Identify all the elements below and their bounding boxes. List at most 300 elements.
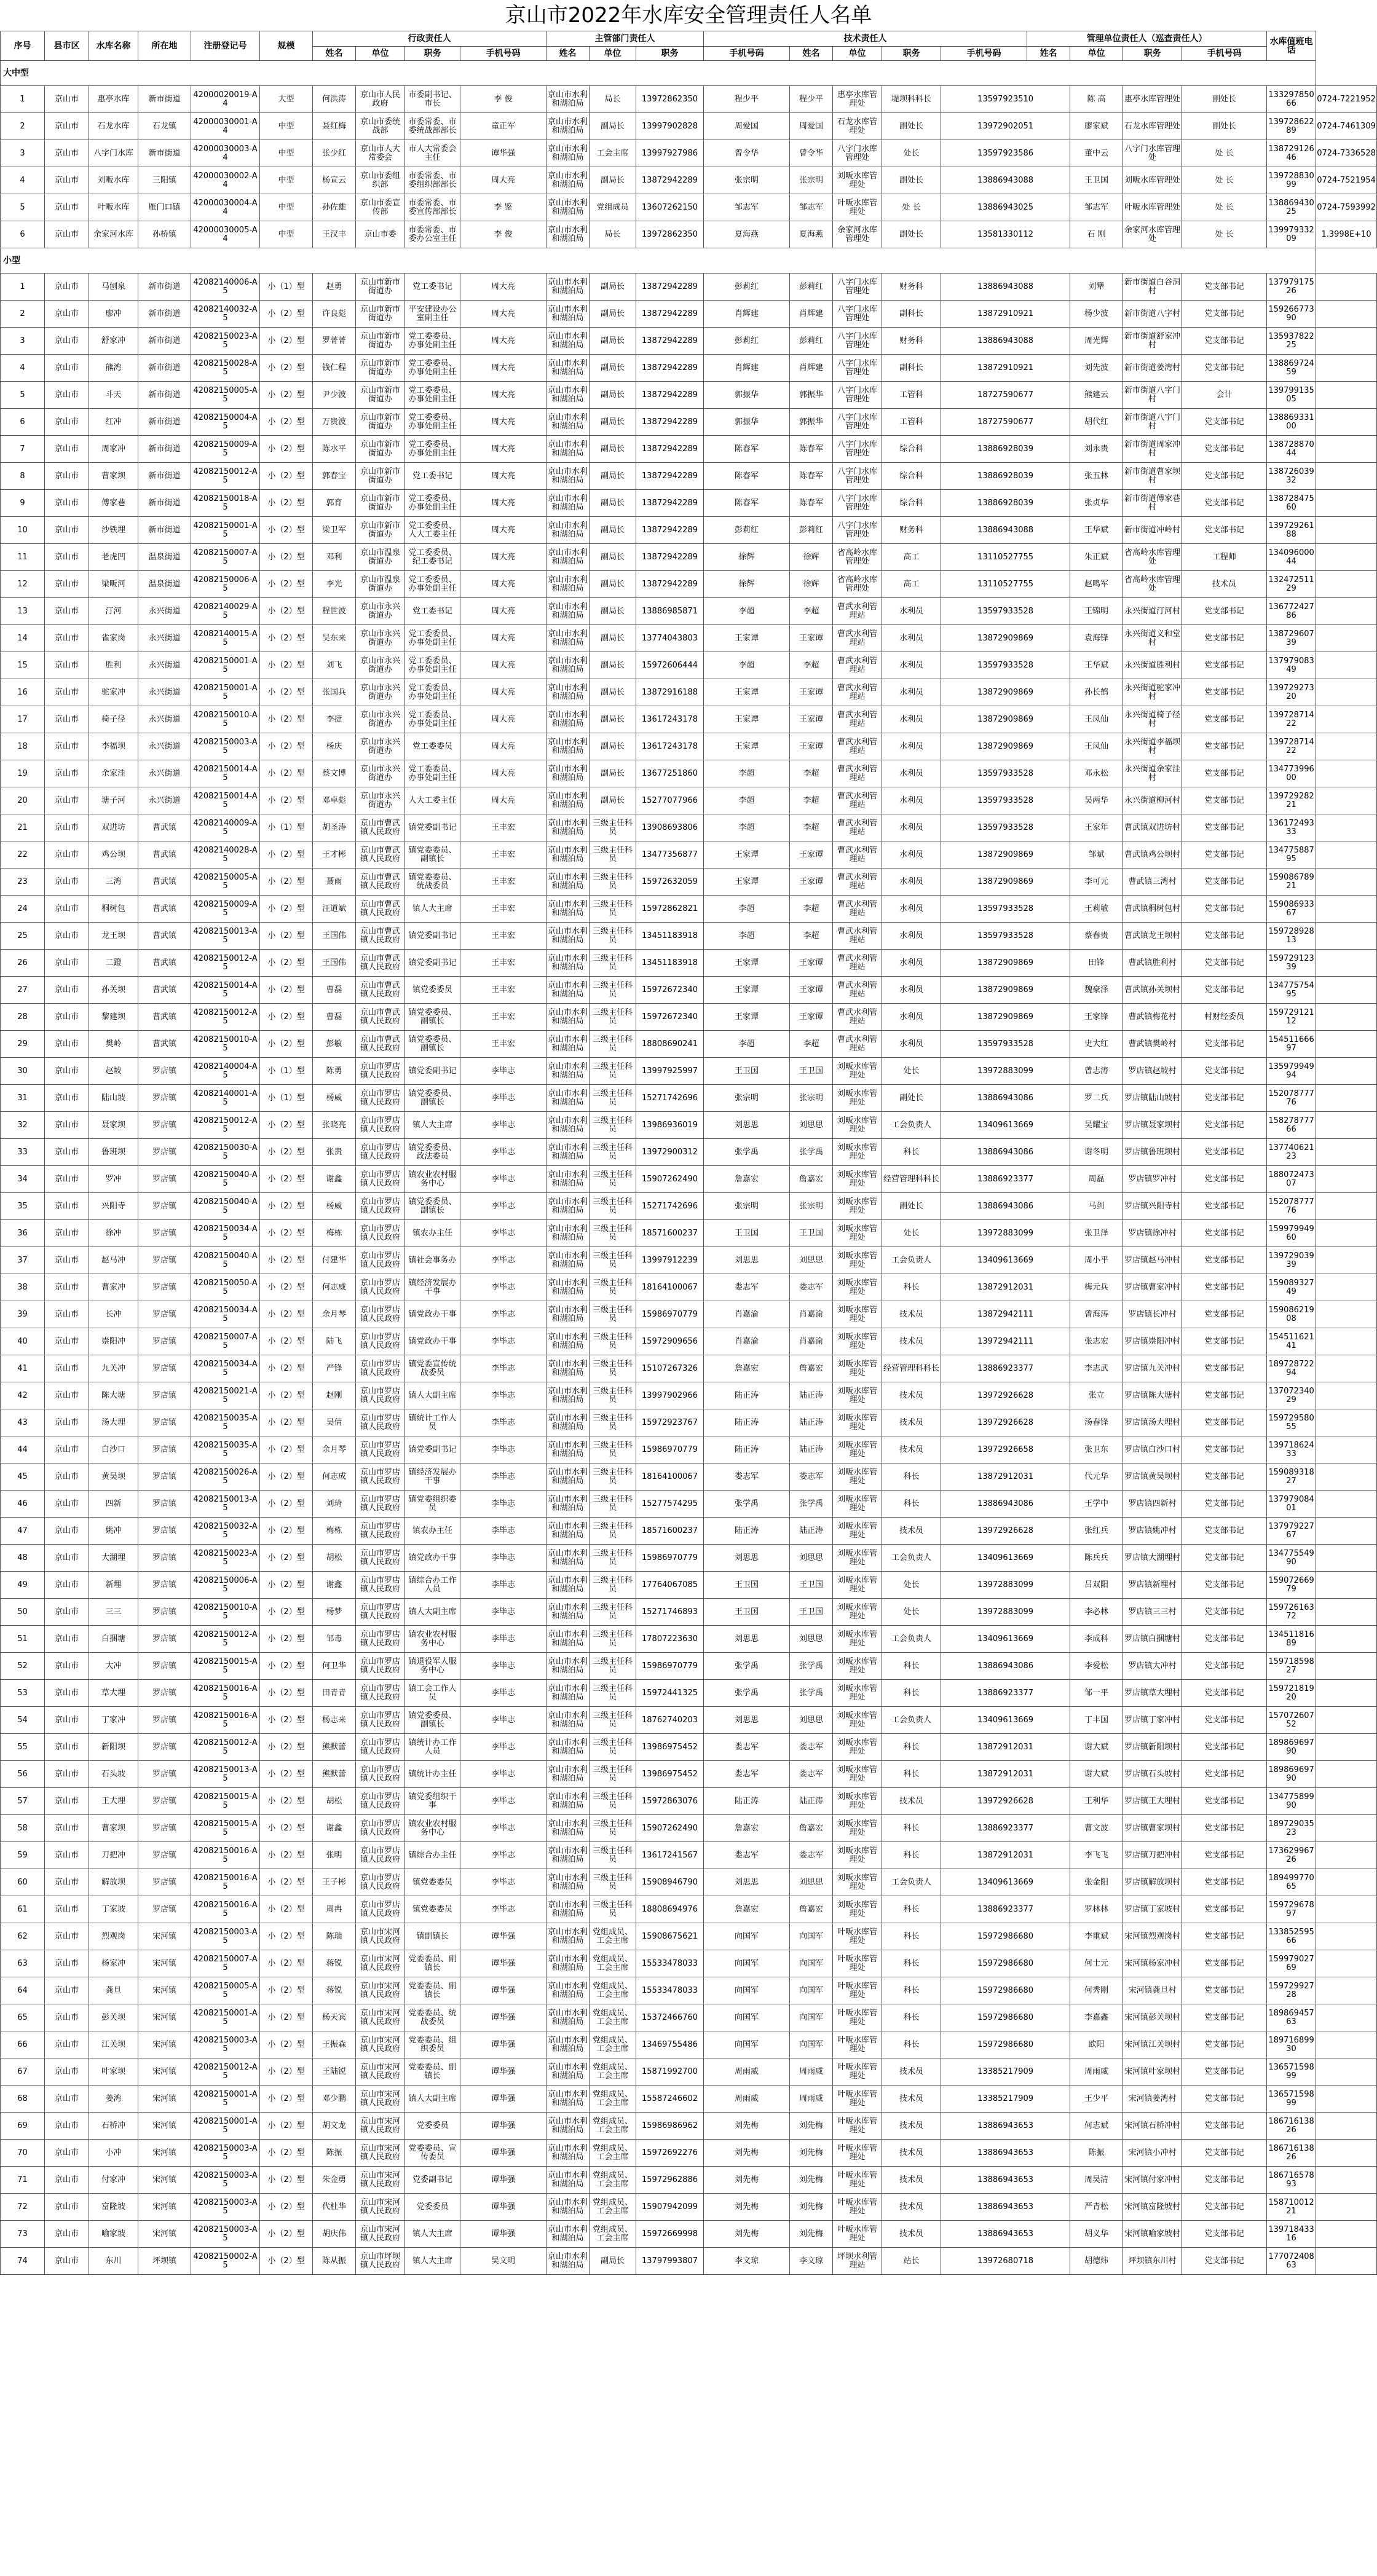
- table-row: [1, 923, 1377, 950]
- cell-tech-unit: 叶畈水库管理处: [833, 2194, 882, 2221]
- cell-tech-unit: 叶畈水库管理处: [833, 1950, 882, 1977]
- cell-tech-unit: 刘畈水库管理处: [833, 1112, 882, 1139]
- cell-admin-name: 代杜华: [313, 2194, 356, 2221]
- cell-dept-unit: 党组成员、工会主席: [590, 1950, 636, 1977]
- cell-admin-unit: 京山市罗店镇人民政府: [356, 1112, 405, 1139]
- cell-tech-name: 刘思思: [790, 1112, 833, 1139]
- cell-duty-phone: [1316, 1166, 1377, 1193]
- cell-location: 宋河镇: [138, 2058, 191, 2086]
- cell-dept-name: 京山市水利和湖泊局: [546, 869, 590, 896]
- cell-mgmt-name: 王华斌: [1070, 652, 1123, 679]
- cell-tech-unit: 刘畈水库管理处: [833, 1896, 882, 1923]
- cell-duty-phone: [1316, 1085, 1377, 1112]
- cell-tech-title: 副科长: [882, 355, 941, 382]
- cell-duty-phone: [1316, 923, 1377, 950]
- cell-county: 京山市: [45, 140, 89, 167]
- cell-county: 京山市: [45, 2194, 89, 2221]
- cell-admin-title: 党工委委员、办事处副主任: [405, 760, 460, 787]
- cell-location: 永兴街道: [138, 760, 191, 787]
- cell-duty-phone: [1316, 1382, 1377, 1409]
- cell-scale: 小（2）型: [260, 301, 313, 328]
- cell-dept-phone: 肖辉建: [704, 355, 790, 382]
- header-mgmt: 管理单位责任人（巡查责任人）: [1027, 31, 1267, 47]
- cell-admin-title: 镇人大主席: [405, 2221, 460, 2248]
- table-row: [1, 1869, 1377, 1896]
- table-row: [1, 355, 1377, 382]
- cell-dept-name: 京山市水利和湖泊局: [546, 1436, 590, 1463]
- cell-admin-title: 党工委委员、办事处副主任: [405, 409, 460, 436]
- cell-seq: 31: [1, 1085, 45, 1112]
- cell-tech-phone: 13886923377: [941, 1355, 1070, 1382]
- cell-admin-title: 党工委书记: [405, 463, 460, 490]
- cell-dept-title: 13617243178: [636, 733, 704, 760]
- cell-admin-title: 党工委委员、办事处副主任: [405, 625, 460, 652]
- cell-seq: 72: [1, 2194, 45, 2221]
- cell-admin-name: 梅栋: [313, 1518, 356, 1545]
- cell-tech-title: 处长: [882, 140, 941, 167]
- cell-mgmt-name: 周磊: [1070, 1166, 1123, 1193]
- cell-admin-title: 镇党委副书记: [405, 950, 460, 977]
- cell-tech-title: 技术员: [882, 1301, 941, 1328]
- table-body: [1, 61, 1377, 2275]
- cell-dept-phone: 李超: [704, 896, 790, 923]
- cell-county: 京山市: [45, 1193, 89, 1220]
- cell-tech-phone: 13886943653: [941, 2140, 1070, 2167]
- cell-admin-unit: 京山市罗店镇人民政府: [356, 1355, 405, 1382]
- cell-tech-title: 科长: [882, 1761, 941, 1788]
- cell-duty-phone: [1316, 355, 1377, 382]
- cell-mgmt-title: 党支部书记: [1182, 923, 1267, 950]
- cell-dept-title: 13997902828: [636, 113, 704, 140]
- cell-scale: 小（2）型: [260, 1572, 313, 1599]
- cell-dept-unit: 三级主任科员: [590, 1680, 636, 1707]
- cell-tech-phone: 13872910921: [941, 355, 1070, 382]
- cell-tech-unit: 八字门水库管理处: [833, 382, 882, 409]
- cell-dept-unit: 三级主任科员: [590, 1734, 636, 1761]
- cell-mgmt-title: 党支部书记: [1182, 679, 1267, 706]
- cell-seq: 22: [1, 841, 45, 869]
- cell-dept-name: 京山市水利和湖泊局: [546, 1572, 590, 1599]
- cell-reservoir-name: 丁家坡: [89, 1896, 138, 1923]
- cell-dept-phone: 彭莉红: [704, 274, 790, 301]
- cell-mgmt-unit: 惠亭水库管理处: [1123, 86, 1182, 113]
- cell-admin-name: 赵勇: [313, 274, 356, 301]
- cell-admin-name: 邓利: [313, 544, 356, 571]
- cell-county: 京山市: [45, 598, 89, 625]
- cell-admin-title: 党委委员、副镇长: [405, 1950, 460, 1977]
- cell-admin-title: 镇党委委员: [405, 1896, 460, 1923]
- cell-dept-title: 13972900312: [636, 1139, 704, 1166]
- cell-tech-name: 肖辉建: [790, 355, 833, 382]
- cell-scale: 小（2）型: [260, 1382, 313, 1409]
- cell-reservoir-name: 二蹬: [89, 950, 138, 977]
- cell-reservoir-name: 徐冲: [89, 1220, 138, 1247]
- cell-mgmt-unit: 曹武镇孙关坝村: [1123, 977, 1182, 1004]
- cell-mgmt-unit: 罗店镇草大埋村: [1123, 1680, 1182, 1707]
- cell-admin-unit: 京山市罗店镇人民政府: [356, 1247, 405, 1274]
- cell-location: 曹武镇: [138, 814, 191, 841]
- cell-admin-name: 付建华: [313, 1247, 356, 1274]
- cell-mgmt-name: 蔡春贵: [1070, 923, 1123, 950]
- cell-mgmt-phone: 13477588795: [1267, 841, 1316, 869]
- cell-mgmt-name: 张红兵: [1070, 1518, 1123, 1545]
- cell-scale: 小（2）型: [260, 409, 313, 436]
- cell-tech-title: 科长: [882, 1842, 941, 1869]
- cell-mgmt-name: 李可元: [1070, 869, 1123, 896]
- cell-reservoir-name: 烈观岗: [89, 1923, 138, 1950]
- table-row: [1, 1328, 1377, 1355]
- cell-seq: 3: [1, 140, 45, 167]
- cell-location: 曹武镇: [138, 869, 191, 896]
- cell-location: 温泉街道: [138, 544, 191, 571]
- cell-registration: 42082150001-A5: [191, 679, 260, 706]
- cell-tech-title: 技术员: [882, 2194, 941, 2221]
- cell-mgmt-phone: 15871001221: [1267, 2194, 1316, 2221]
- cell-dept-phone: 刘思思: [704, 1707, 790, 1734]
- table-row: [1, 1572, 1377, 1599]
- cell-tech-unit: 曹武水利管理站: [833, 977, 882, 1004]
- cell-tech-unit: 曹武水利管理站: [833, 950, 882, 977]
- cell-dept-unit: 三级主任科员: [590, 1085, 636, 1112]
- cell-mgmt-unit: 罗店镇赵坡村: [1123, 1058, 1182, 1085]
- cell-dept-unit: 三级主任科员: [590, 1382, 636, 1409]
- cell-tech-unit: 曹武水利管理站: [833, 706, 882, 733]
- cell-county: 京山市: [45, 1896, 89, 1923]
- header-admin: 行政责任人: [313, 31, 546, 47]
- cell-tech-title: 科长: [882, 1274, 941, 1301]
- cell-admin-phone: 周大亮: [460, 706, 546, 733]
- cell-location: 新市街道: [138, 490, 191, 517]
- cell-tech-unit: 八字门水库管理处: [833, 355, 882, 382]
- cell-mgmt-unit: 永兴街道柳河村: [1123, 787, 1182, 814]
- cell-county: 京山市: [45, 977, 89, 1004]
- subheader-title: 职务: [636, 47, 704, 61]
- table-row: [1, 1518, 1377, 1545]
- cell-admin-phone: 周大亮: [460, 625, 546, 652]
- cell-dept-phone: 刘思思: [704, 1626, 790, 1653]
- cell-dept-unit: 三级主任科员: [590, 1355, 636, 1382]
- cell-admin-unit: 京山市委: [356, 221, 405, 248]
- cell-admin-phone: 李毕志: [460, 1734, 546, 1761]
- cell-registration: 42000030001-A4: [191, 113, 260, 140]
- cell-tech-phone: 13886928039: [941, 490, 1070, 517]
- cell-seq: 54: [1, 1707, 45, 1734]
- cell-tech-phone: 13972926628: [941, 1382, 1070, 1409]
- cell-county: 京山市: [45, 1761, 89, 1788]
- cell-mgmt-title: 党支部书记: [1182, 869, 1267, 896]
- cell-dept-title: 15907942099: [636, 2194, 704, 2221]
- cell-dept-title: 13986975452: [636, 1761, 704, 1788]
- cell-dept-name: 京山市水利和湖泊局: [546, 760, 590, 787]
- cell-reservoir-name: 东川: [89, 2248, 138, 2275]
- cell-seq: 64: [1, 1977, 45, 2004]
- cell-seq: 1: [1, 86, 45, 113]
- cell-reservoir-name: 兴阳寺: [89, 1193, 138, 1220]
- cell-dept-name: 京山市水利和湖泊局: [546, 2004, 590, 2031]
- table-row: [1, 1680, 1377, 1707]
- cell-admin-phone: 谭华强: [460, 1977, 546, 2004]
- cell-tech-title: 水利员: [882, 923, 941, 950]
- cell-dept-name: 京山市水利和湖泊局: [546, 1409, 590, 1436]
- cell-admin-phone: 谭华强: [460, 2221, 546, 2248]
- cell-admin-unit: 京山市曹武镇人民政府: [356, 814, 405, 841]
- cell-scale: 小（2）型: [260, 1491, 313, 1518]
- cell-reservoir-name: 斗天: [89, 382, 138, 409]
- cell-dept-phone: 詹嘉宏: [704, 1896, 790, 1923]
- cell-admin-name: 邓卓彪: [313, 787, 356, 814]
- cell-county: 京山市: [45, 194, 89, 221]
- cell-dept-name: 京山市水利和湖泊局: [546, 1761, 590, 1788]
- cell-tech-title: 处长: [882, 1572, 941, 1599]
- cell-dept-title: 13872942289: [636, 436, 704, 463]
- cell-registration: 42082140001-A5: [191, 1085, 260, 1112]
- cell-dept-unit: 三级主任科员: [590, 1220, 636, 1247]
- cell-county: 京山市: [45, 355, 89, 382]
- cell-tech-title: 科长: [882, 2004, 941, 2031]
- header-registration: 注册登记号: [191, 31, 260, 61]
- cell-mgmt-unit: 罗店镇崇阳冲村: [1123, 1328, 1182, 1355]
- cell-mgmt-title: 党支部书记: [1182, 1247, 1267, 1274]
- cell-mgmt-phone: 13597994994: [1267, 1058, 1316, 1085]
- responsibility-table: [0, 31, 1377, 2275]
- cell-tech-title: 技术员: [882, 2167, 941, 2194]
- cell-tech-title: 科长: [882, 2031, 941, 2058]
- cell-dept-name: 京山市水利和湖泊局: [546, 1301, 590, 1328]
- cell-admin-unit: 京山市新市街道办: [356, 409, 405, 436]
- cell-dept-unit: 三级主任科员: [590, 1004, 636, 1031]
- cell-admin-phone: 李毕志: [460, 1815, 546, 1842]
- cell-mgmt-phone: 13872847560: [1267, 490, 1316, 517]
- cell-tech-unit: 叶畈水库管理处: [833, 2140, 882, 2167]
- cell-admin-title: 镇综合办工作人员: [405, 1572, 460, 1599]
- cell-tech-name: 詹嘉宏: [790, 1815, 833, 1842]
- cell-scale: 小（2）型: [260, 382, 313, 409]
- cell-duty-phone: [1316, 787, 1377, 814]
- cell-mgmt-name: 熊建云: [1070, 382, 1123, 409]
- cell-admin-phone: 李毕志: [460, 1274, 546, 1301]
- cell-dept-title: 13872942289: [636, 409, 704, 436]
- table-row: [1, 113, 1377, 140]
- cell-duty-phone: [1316, 1247, 1377, 1274]
- cell-admin-title: 镇党政办干事: [405, 1545, 460, 1572]
- cell-scale: 中型: [260, 140, 313, 167]
- cell-reservoir-name: 胜利: [89, 652, 138, 679]
- cell-dept-title: 15908946790: [636, 1869, 704, 1896]
- cell-reservoir-name: 彭关坝: [89, 2004, 138, 2031]
- cell-admin-title: 镇经济发展办干事: [405, 1274, 460, 1301]
- table-row: [1, 733, 1377, 760]
- cell-seq: 4: [1, 355, 45, 382]
- cell-dept-title: 15986970779: [636, 1653, 704, 1680]
- cell-location: 宋河镇: [138, 2140, 191, 2167]
- cell-admin-phone: 周大亮: [460, 301, 546, 328]
- cell-dept-phone: 王家谭: [704, 679, 790, 706]
- cell-mgmt-name: 邹志军: [1070, 194, 1123, 221]
- cell-location: 宋河镇: [138, 2086, 191, 2113]
- cell-dept-unit: 副局长: [590, 733, 636, 760]
- cell-dept-phone: 王卫国: [704, 1599, 790, 1626]
- cell-admin-title: 党委副书记: [405, 2167, 460, 2194]
- cell-seq: 10: [1, 517, 45, 544]
- cell-reservoir-name: 曹家冲: [89, 1274, 138, 1301]
- cell-dept-phone: 王家谭: [704, 733, 790, 760]
- cell-mgmt-phone: 13972928221: [1267, 787, 1316, 814]
- cell-admin-unit: 京山市宋河镇人民政府: [356, 2031, 405, 2058]
- cell-admin-phone: 李毕志: [460, 1328, 546, 1355]
- cell-duty-phone: [1316, 490, 1377, 517]
- cell-admin-title: 镇党委副书记: [405, 1058, 460, 1085]
- cell-admin-name: 何志威: [313, 1274, 356, 1301]
- cell-tech-name: 王家谭: [790, 706, 833, 733]
- cell-mgmt-unit: 余家河水库管理处: [1123, 221, 1182, 248]
- section-row: [1, 248, 1377, 274]
- cell-tech-unit: 八字门水库管理处: [833, 463, 882, 490]
- cell-tech-phone: 13872909869: [941, 1004, 1070, 1031]
- cell-tech-phone: 13886928039: [941, 436, 1070, 463]
- cell-tech-unit: 叶畈水库管理处: [833, 194, 882, 221]
- cell-scale: 小（2）型: [260, 2140, 313, 2167]
- cell-location: 罗店镇: [138, 1058, 191, 1085]
- cell-duty-phone: [1316, 1680, 1377, 1707]
- cell-location: 宋河镇: [138, 2221, 191, 2248]
- cell-dept-unit: 三级主任科员: [590, 1166, 636, 1193]
- cell-dept-unit: 副局长: [590, 328, 636, 355]
- cell-duty-phone: [1316, 2140, 1377, 2167]
- cell-county: 京山市: [45, 1788, 89, 1815]
- cell-admin-unit: 京山市罗店镇人民政府: [356, 1707, 405, 1734]
- cell-admin-unit: 京山市罗店镇人民政府: [356, 1518, 405, 1545]
- cell-duty-phone: [1316, 814, 1377, 841]
- cell-location: 曹武镇: [138, 841, 191, 869]
- cell-mgmt-unit: 宋河镇彭关坝村: [1123, 2004, 1182, 2031]
- cell-admin-unit: 京山市宋河镇人民政府: [356, 2140, 405, 2167]
- table-row: [1, 950, 1377, 977]
- cell-location: 罗店镇: [138, 1274, 191, 1301]
- table-row: [1, 2140, 1377, 2167]
- cell-dept-unit: 三级主任科员: [590, 977, 636, 1004]
- cell-duty-phone: [1316, 679, 1377, 706]
- cell-registration: 42082150006-A5: [191, 1572, 260, 1599]
- subheader-title: 职务: [882, 47, 941, 61]
- cell-dept-title: 13872942289: [636, 463, 704, 490]
- subheader-name: 姓名: [1027, 47, 1070, 61]
- cell-tech-name: 张宗明: [790, 167, 833, 194]
- cell-admin-title: 市委常委、市委宣传部部长: [405, 194, 460, 221]
- cell-duty-phone: [1316, 1545, 1377, 1572]
- cell-location: 坪坝镇: [138, 2248, 191, 2275]
- cell-dept-phone: 李超: [704, 760, 790, 787]
- cell-duty-phone: [1316, 1518, 1377, 1545]
- cell-duty-phone: [1316, 760, 1377, 787]
- cell-registration: 42082150003-A5: [191, 2140, 260, 2167]
- cell-dept-title: 15271746893: [636, 1599, 704, 1626]
- cell-location: 曹武镇: [138, 923, 191, 950]
- cell-admin-phone: 李毕志: [460, 1436, 546, 1463]
- cell-mgmt-phone: 15908932749: [1267, 1274, 1316, 1301]
- cell-admin-name: 吴倩: [313, 1409, 356, 1436]
- table-row: [1, 167, 1377, 194]
- cell-admin-title: 市人大常委会主任: [405, 140, 460, 167]
- cell-location: 罗店镇: [138, 1193, 191, 1220]
- cell-scale: 小（2）型: [260, 896, 313, 923]
- cell-admin-unit: 京山市新市街道办: [356, 301, 405, 328]
- cell-admin-unit: 京山市永兴街道办: [356, 652, 405, 679]
- cell-registration: 42082150016-A5: [191, 1680, 260, 1707]
- cell-mgmt-title: 党支部书记: [1182, 760, 1267, 787]
- cell-mgmt-unit: 罗店镇白沙口村: [1123, 1436, 1182, 1463]
- cell-reservoir-name: 樊岭: [89, 1031, 138, 1058]
- cell-reservoir-name: 大冲: [89, 1653, 138, 1680]
- cell-reservoir-name: 鲁班坝: [89, 1139, 138, 1166]
- cell-admin-unit: 京山市宋河镇人民政府: [356, 2058, 405, 2086]
- cell-dept-title: 15986970779: [636, 1301, 704, 1328]
- cell-dept-unit: 副局长: [590, 652, 636, 679]
- cell-reservoir-name: 熊湾: [89, 355, 138, 382]
- cell-dept-phone: 邹志军: [704, 194, 790, 221]
- cell-admin-phone: 谭华强: [460, 1950, 546, 1977]
- cell-scale: 小（2）型: [260, 1923, 313, 1950]
- cell-admin-unit: 京山市罗店镇人民政府: [356, 1815, 405, 1842]
- cell-mgmt-name: 王凤仙: [1070, 733, 1123, 760]
- cell-tech-title: 技术员: [882, 1436, 941, 1463]
- cell-dept-title: 15972863076: [636, 1788, 704, 1815]
- cell-admin-title: 镇农业农村服务中心: [405, 1815, 460, 1842]
- cell-reservoir-name: 马刨泉: [89, 274, 138, 301]
- cell-dept-unit: 党组成员、工会主席: [590, 2167, 636, 2194]
- cell-mgmt-name: 张贞华: [1070, 490, 1123, 517]
- cell-scale: 小（2）型: [260, 1977, 313, 2004]
- cell-tech-unit: 八字门水库管理处: [833, 436, 882, 463]
- cell-dept-name: 京山市水利和湖泊局: [546, 1788, 590, 1815]
- cell-dept-phone: 张学禹: [704, 1139, 790, 1166]
- cell-dept-name: 京山市水利和湖泊局: [546, 1842, 590, 1869]
- cell-dept-name: 京山市水利和湖泊局: [546, 706, 590, 733]
- table-row: [1, 1463, 1377, 1491]
- table-row: [1, 328, 1377, 355]
- cell-location: 罗店镇: [138, 1545, 191, 1572]
- cell-tech-name: 王家谭: [790, 977, 833, 1004]
- cell-location: 宋河镇: [138, 2167, 191, 2194]
- cell-scale: 小（2）型: [260, 1004, 313, 1031]
- cell-tech-unit: 八字门水库管理处: [833, 274, 882, 301]
- cell-tech-title: 科长: [882, 1923, 941, 1950]
- cell-reservoir-name: 廖冲: [89, 301, 138, 328]
- cell-seq: 51: [1, 1626, 45, 1653]
- cell-reservoir-name: 喻家坡: [89, 2221, 138, 2248]
- cell-dept-phone: 张学禹: [704, 1680, 790, 1707]
- cell-mgmt-title: 党支部书记: [1182, 1355, 1267, 1382]
- cell-mgmt-name: 田锋: [1070, 950, 1123, 977]
- cell-location: 罗店镇: [138, 1166, 191, 1193]
- cell-mgmt-title: 党支部书记: [1182, 1626, 1267, 1653]
- cell-mgmt-phone: 13872603932: [1267, 463, 1316, 490]
- cell-tech-unit: 叶畈水库管理处: [833, 1977, 882, 2004]
- cell-scale: 小（2）型: [260, 1328, 313, 1355]
- cell-county: 京山市: [45, 706, 89, 733]
- cell-tech-name: 周雨威: [790, 2058, 833, 2086]
- cell-registration: 42082150001-A5: [191, 517, 260, 544]
- cell-dept-unit: 副局长: [590, 409, 636, 436]
- cell-mgmt-title: 党支部书记: [1182, 1815, 1267, 1842]
- cell-admin-name: 郭春宝: [313, 463, 356, 490]
- cell-seq: 18: [1, 733, 45, 760]
- cell-tech-phone: 13972902051: [941, 113, 1070, 140]
- cell-dept-name: 京山市水利和湖泊局: [546, 1599, 590, 1626]
- cell-registration: 42082150001-A5: [191, 2086, 260, 2113]
- cell-admin-phone: 李毕志: [460, 1491, 546, 1518]
- cell-mgmt-title: 党支部书记: [1182, 463, 1267, 490]
- cell-dept-phone: 李超: [704, 787, 790, 814]
